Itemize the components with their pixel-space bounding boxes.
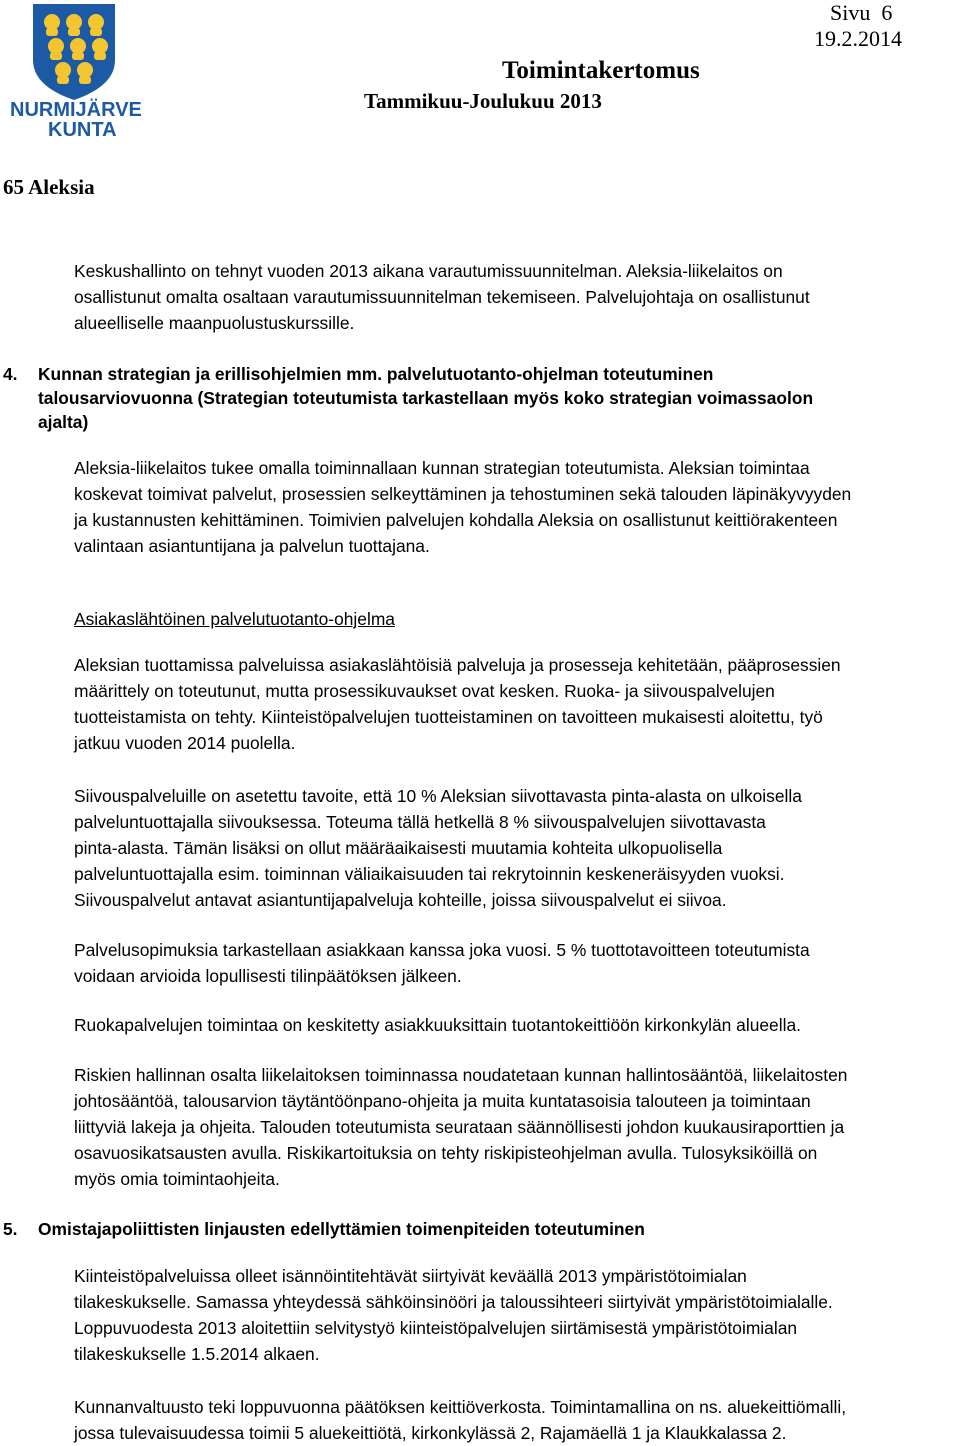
text-line: koskevat toimivat palvelut, prosessien selkeyttäminen ja tehostuminen sekä talouden läpinäkyvyyden — [74, 484, 852, 504]
paragraph-risk-management — [74, 1062, 960, 1192]
text-line: palveluntuottajalla esim. toiminnan väliaikaisuuden tai rekrytoinnin keskeneräisyyden vuoksi. — [74, 864, 785, 884]
text-line: valintaan asiantuntijana ja palvelun tuottajana. — [74, 536, 430, 556]
heading-line: ajalta) — [38, 412, 89, 432]
heading-line: Kunnan strategian ja erillisohjelmien mm. palvelutuotanto-ohjelman toteutuminen — [38, 364, 714, 384]
text-line: Riskien hallinnan osalta liikelaitoksen toiminnassa noudatetaan kunnan hallintosääntöä, liikelaitosten — [74, 1065, 848, 1085]
text-line: jossa tulevaisuudessa toimii 5 aluekeittiötä, kirkonkylässä 2, Rajamäellä 1 ja Klaukkalassa 2. — [74, 1423, 787, 1443]
paragraph-property-services — [74, 1263, 960, 1367]
text-line: osavuosikatsausten avulla. Riskikartoituksia on tehty riskipisteohjelman avulla. Tulosyksiköillä on — [74, 1143, 818, 1163]
text-line: tilakeskukselle 1.5.2014 alkaen. — [74, 1344, 320, 1364]
text-line: Kiinteistöpalveluissa olleet isännöintitehtävät siirtyivät keväällä 2013 ympäristötoimialan — [74, 1266, 747, 1286]
document-subtitle: Tammikuu-Joulukuu 2013 — [364, 89, 602, 113]
text-line: määrittely on toteutunut, mutta prosessikuvaukset ovat kesken. Ruoka- ja siivouspalvelujen — [74, 681, 775, 701]
paragraph-food-services — [74, 1012, 960, 1038]
heading-ownership-policy — [3, 1217, 953, 1241]
text-line: Palvelusopimuksia tarkastellaan asiakkaan kanssa joka vuosi. 5 % tuottotavoitteen toteutumista — [74, 940, 810, 960]
section-title: 65 Aleksia — [3, 175, 95, 199]
text-line: Ruokapalvelujen toimintaa on keskitetty asiakkuuksittain tuotantokeittiöön kirkonkylän alueella. — [74, 1015, 801, 1035]
page-number: Sivu 6 — [830, 0, 893, 25]
paragraph-productization — [74, 652, 960, 756]
report-date: 19.2.2014 — [814, 26, 902, 51]
svg-text:KUNTA: KUNTA — [48, 119, 117, 138]
nurmijarvi-logo — [8, 2, 143, 138]
text-line: Aleksian tuottamissa palveluissa asiakaslähtöisiä palveluja ja prosesseja kehitetään, pääprosessien — [74, 655, 841, 675]
text-line: Siivouspalveluille on asetettu tavoite, että 10 % Aleksian siivottavasta pinta-alasta on ulkoisella — [74, 786, 802, 806]
text-line: jatkuu vuoden 2014 puolella. — [74, 733, 296, 753]
document-title: Toimintakertomus — [502, 57, 700, 84]
heading-number: 4. — [3, 364, 18, 384]
text-line: pinta-alasta. Tämän lisäksi on ollut määräaikaisesti muutamia kohteita ulkopuolisella — [74, 838, 723, 858]
text-line: liittyviä lakeja ja ohjeita. Talouden toteutumista seurataan säännöllisesti johdon kuukausiraporttien ja — [74, 1117, 845, 1137]
text-line: Loppuvuodesta 2013 aloitettiin selvitystyö kiinteistöpalvelujen siirtämisestä ympäristötoimialan — [74, 1318, 798, 1338]
text-line: osallistunut omalta osaltaan varautumissuunnitelman tekemiseen. Palvelujohtaja on osallistunut — [74, 287, 810, 307]
paragraph-kitchen-network — [74, 1394, 960, 1446]
text-line: Aleksia-liikelaitos tukee omalla toiminnallaan kunnan strategian toteutumista. Aleksian toimintaa — [74, 458, 810, 478]
heading-number: 5. — [3, 1219, 18, 1239]
text-line: myös omia toimintaohjeita. — [74, 1169, 280, 1189]
svg-text:NURMIJÄRVEN: NURMIJÄRVEN — [10, 99, 143, 121]
paragraph-service-agreements — [74, 937, 960, 989]
coat-of-arms-icon — [8, 2, 143, 138]
paragraph-cleaning-services — [74, 783, 960, 913]
text-line: johtosääntöä, talousarvion täytäntöönpano-ohjeita ja muita kuntatasoisia talouteen ja toimintaan — [74, 1091, 811, 1111]
text-line: alueelliselle maanpuolustuskurssille. — [74, 313, 355, 333]
heading-line: talousarviovuonna (Strategian toteutumista tarkastellaan myös koko strategian voimassaolon — [38, 388, 814, 408]
text-line: voidaan arvioida lopullisesti tilinpäätöksen jälkeen. — [74, 966, 462, 986]
text-line: ja kustannusten kehittäminen. Toimivien palvelujen kohdalla Aleksia on osallistunut keittiörakenteen — [74, 510, 838, 530]
text-line: tuotteistamista on tehty. Kiinteistöpalvelujen tuotteistaminen on tavoitteen mukaisesti aloitettu, työ — [74, 707, 823, 727]
text-line: Siivouspalvelut antavat asiantuntijapalveluja kohteille, joissa siivouspalvelut ei siivoa. — [74, 890, 727, 910]
heading-strategy — [3, 362, 953, 434]
paragraph-strategy-support — [74, 455, 960, 559]
text-line: Kunnanvaltuusto teki loppuvuonna päätöksen keittiöverkosta. Toimintamallina on ns. aluekeittiömalli, — [74, 1397, 847, 1417]
text-line: tilakeskukselle. Samassa yhteydessä sähköinsinööri ja taloussihteeri siirtyivät ympäristötoimialalle. — [74, 1292, 833, 1312]
text-line: Keskushallinto on tehnyt vuoden 2013 aikana varautumissuunnitelman. Aleksia-liikelaitos on — [74, 261, 783, 281]
text-line: palveluntuottajalla siivouksessa. Toteuma tällä hetkellä 8 % siivouspalvelujen siivottavasta — [74, 812, 766, 832]
subheading-customer-oriented: Asiakaslähtöinen palvelutuotanto-ohjelma — [74, 609, 395, 629]
heading-line: Omistajapoliittisten linjausten edellyttämien toimenpiteiden toteutuminen — [38, 1219, 645, 1239]
paragraph-preparedness — [74, 258, 960, 336]
